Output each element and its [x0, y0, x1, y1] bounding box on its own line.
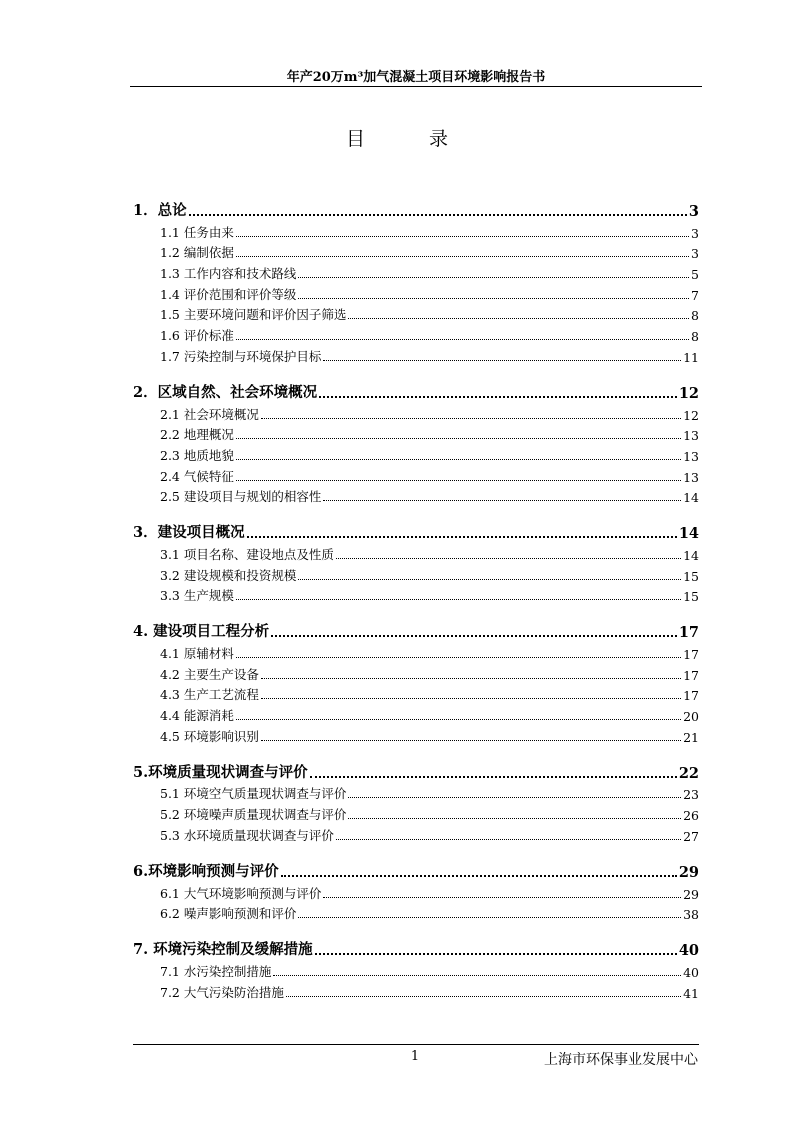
toc-subsection-entry[interactable]	[133, 241, 699, 262]
toc-subsection-entry-page: 17	[683, 667, 699, 683]
toc-subsection-entry[interactable]	[133, 261, 699, 282]
toc-chapter-entry[interactable]	[133, 619, 699, 641]
toc-subsection-entry[interactable]	[133, 980, 699, 1001]
toc-chapter-entry-label: 5.环境质量现状调查与评价	[133, 763, 308, 781]
toc-subsection-entry[interactable]	[133, 464, 699, 485]
dot-leader	[247, 536, 677, 538]
dot-leader	[323, 360, 681, 361]
dot-leader	[236, 719, 681, 720]
toc-subsection-entry[interactable]	[133, 782, 699, 803]
dot-leader	[236, 339, 689, 340]
toc-subsection-entry-label: 1.2 编制依据	[160, 245, 234, 261]
toc-chapter-entry-page: 3	[688, 203, 699, 220]
toc-subsection-entry-page: 41	[683, 985, 699, 1001]
dot-leader	[261, 678, 681, 679]
toc-section	[133, 937, 699, 1000]
toc-chapter-entry-page: 17	[678, 624, 699, 642]
toc-section	[133, 380, 699, 505]
toc-subsection-entry-label: 5.3 水环境质量现状调查与评价	[160, 827, 334, 843]
toc-subsection-entry-page: 29	[683, 886, 699, 902]
toc-subsection-entry-label: 1.1 任务由来	[160, 224, 234, 240]
toc-subsection-entry[interactable]	[133, 902, 699, 923]
toc-subsection-entry[interactable]	[133, 323, 699, 344]
toc-subsection-entry-page: 8	[691, 329, 699, 345]
toc-subsection-entry-label: 1.5 主要环境问题和评价因子筛选	[160, 307, 347, 323]
footer-page-number: 1	[410, 1049, 420, 1064]
toc-subsection-entry-page: 3	[691, 246, 699, 262]
dot-leader	[323, 897, 681, 898]
toc-subsection-entry[interactable]	[133, 802, 699, 823]
dot-leader	[281, 875, 677, 877]
dot-leader	[261, 740, 681, 741]
toc-subsection-entry-label: 2.3 地质地貌	[160, 447, 234, 463]
toc-subsection-entry-label: 2.4 气候特征	[160, 468, 234, 484]
toc-section	[133, 198, 699, 365]
toc-chapter-entry-page: 12	[678, 384, 699, 402]
dot-leader	[348, 797, 681, 798]
toc-subsection-entry-label: 3.2 建设规模和投资规模	[160, 567, 297, 583]
toc-chapter-entry-page: 29	[678, 863, 699, 881]
dot-leader	[310, 776, 677, 778]
toc-subsection-entry[interactable]	[133, 959, 699, 980]
dot-leader	[236, 599, 681, 600]
toc-subsection-entry[interactable]	[133, 220, 699, 241]
toc-subsection-entry-label: 3.1 项目名称、建设地点及性质	[160, 546, 334, 562]
toc-chapter-entry-label: 7. 环境污染控制及缓解措施	[133, 941, 313, 959]
toc-subsection-entry-page: 12	[683, 407, 699, 423]
dot-leader	[348, 318, 689, 319]
toc-subsection-entry-page: 17	[683, 688, 699, 704]
toc-subsection-entry-label: 4.1 原辅材料	[160, 646, 234, 661]
footer-rule	[133, 1044, 699, 1045]
toc-title-part1: 目	[345, 128, 365, 150]
dot-leader	[261, 698, 681, 699]
toc-chapter-entry[interactable]	[133, 937, 699, 959]
dot-leader	[236, 438, 681, 439]
toc-subsection-entry-page: 13	[683, 469, 699, 485]
toc-section	[133, 619, 699, 744]
toc-subsection-entry-label: 2.1 社会环境概况	[160, 406, 259, 422]
toc-subsection-entry[interactable]	[133, 423, 699, 444]
toc-title-part2: 录	[429, 128, 449, 150]
toc-section	[133, 760, 699, 844]
toc-subsection-entry-label: 1.7 污染控制与环境保护目标	[160, 348, 322, 364]
toc-subsection-entry-label: 1.3 工作内容和技术路线	[160, 266, 297, 282]
toc-subsection-entry-page: 11	[683, 349, 699, 365]
toc-subsection-entry-page: 38	[683, 907, 699, 923]
toc-section	[133, 520, 699, 604]
toc-chapter-entry-label: 4. 建设项目工程分析	[133, 623, 270, 641]
dot-leader	[236, 459, 681, 460]
dot-leader	[336, 839, 681, 840]
toc-subsection-entry-page: 14	[683, 547, 699, 563]
dot-leader	[236, 236, 689, 237]
toc-chapter-entry-label: 3．建设项目概况	[133, 524, 245, 542]
toc-chapter-entry[interactable]	[133, 760, 699, 782]
toc-title	[0, 124, 794, 151]
dot-leader	[298, 277, 689, 278]
toc-subsection-entry-label: 5.2 环境噪声质量现状调查与评价	[160, 807, 347, 823]
toc-subsection-entry[interactable]	[133, 303, 699, 324]
toc-subsection-entry[interactable]	[133, 662, 699, 683]
dot-leader	[286, 996, 681, 997]
dot-leader	[236, 657, 681, 658]
toc-chapter-entry-page: 22	[678, 764, 699, 782]
toc-subsection-entry[interactable]	[133, 344, 699, 365]
toc-chapter-entry[interactable]	[133, 380, 699, 402]
dot-leader	[315, 953, 677, 955]
table-of-contents	[133, 198, 699, 1016]
toc-subsection-entry-page: 26	[683, 808, 699, 824]
toc-subsection-entry[interactable]	[133, 485, 699, 506]
toc-subsection-entry-label: 2.5 建设项目与规划的相容性	[160, 489, 322, 505]
toc-subsection-entry[interactable]	[133, 724, 699, 745]
toc-subsection-entry[interactable]	[133, 683, 699, 704]
toc-subsection-entry-label: 4.2 主要生产设备	[160, 666, 259, 682]
toc-subsection-entry-label: 7.1 水污染控制措施	[160, 963, 272, 979]
toc-subsection-entry-page: 21	[683, 729, 699, 745]
toc-chapter-entry-label: 1．总论	[133, 202, 187, 219]
toc-subsection-entry[interactable]	[133, 563, 699, 584]
toc-subsection-entry[interactable]	[133, 282, 699, 303]
toc-subsection-entry-label: 6.2 噪声影响预测和评价	[160, 906, 297, 922]
toc-subsection-entry-page: 7	[691, 287, 699, 303]
toc-subsection-entry-label: 7.2 大气污染防治措施	[160, 984, 284, 1000]
dot-leader	[336, 558, 681, 559]
dot-leader	[298, 917, 681, 918]
dot-leader	[261, 418, 681, 419]
toc-chapter-entry-page: 14	[678, 525, 699, 543]
dot-leader	[189, 214, 687, 216]
toc-subsection-entry[interactable]	[133, 542, 699, 563]
toc-subsection-entry-page: 17	[683, 647, 699, 662]
toc-subsection-entry[interactable]	[133, 402, 699, 423]
toc-subsection-entry-label: 4.4 能源消耗	[160, 708, 234, 724]
toc-section	[133, 859, 699, 922]
toc-subsection-entry-page: 5	[691, 267, 699, 283]
dot-leader	[271, 635, 677, 637]
dot-leader	[319, 396, 677, 398]
toc-subsection-entry-page: 8	[691, 308, 699, 324]
toc-subsection-entry-label: 2.2 地理概况	[160, 427, 234, 443]
toc-subsection-entry[interactable]	[133, 584, 699, 605]
dot-leader	[273, 975, 681, 976]
toc-subsection-entry[interactable]	[133, 823, 699, 844]
toc-subsection-entry-label: 4.3 生产工艺流程	[160, 687, 259, 703]
toc-subsection-entry-label: 6.1 大气环境影响预测与评价	[160, 885, 322, 901]
toc-subsection-entry-page: 27	[683, 828, 699, 844]
toc-chapter-entry[interactable]	[133, 859, 699, 881]
dot-leader	[298, 298, 689, 299]
toc-chapter-entry-label: 2．区域自然、社会环境概况	[133, 383, 318, 401]
toc-subsection-entry-page: 14	[683, 490, 699, 506]
toc-subsection-entry[interactable]	[133, 703, 699, 724]
toc-subsection-entry-page: 13	[683, 448, 699, 464]
toc-subsection-entry-label: 1.4 评价范围和评价等级	[160, 286, 297, 302]
toc-chapter-entry[interactable]	[133, 520, 699, 542]
footer-organization: 上海市环保事业发展中心	[544, 1052, 698, 1068]
toc-subsection-entry-page: 23	[683, 787, 699, 803]
dot-leader	[236, 256, 689, 257]
toc-chapter-entry[interactable]	[133, 198, 699, 220]
toc-subsection-entry-page: 15	[683, 589, 699, 605]
toc-subsection-entry[interactable]	[133, 641, 699, 662]
dot-leader	[236, 480, 681, 481]
toc-subsection-entry-label: 4.5 环境影响识别	[160, 728, 259, 744]
toc-subsection-entry-page: 15	[683, 568, 699, 584]
dot-leader	[348, 818, 681, 819]
toc-subsection-entry-label: 1.6 评价标准	[160, 328, 234, 344]
toc-subsection-entry-page: 40	[683, 964, 699, 980]
toc-subsection-entry[interactable]	[133, 881, 699, 902]
header-title: 年产20万m³加气混凝土项目环境影响报告书	[286, 70, 546, 85]
toc-subsection-entry-label: 5.1 环境空气质量现状调查与评价	[160, 786, 347, 802]
toc-subsection-entry[interactable]	[133, 443, 699, 464]
header-rule	[130, 86, 702, 87]
toc-subsection-entry-page: 3	[691, 225, 699, 241]
dot-leader	[298, 579, 681, 580]
toc-subsection-entry-page: 13	[683, 428, 699, 444]
toc-subsection-entry-page: 20	[683, 709, 699, 725]
toc-subsection-entry-label: 3.3 生产规模	[160, 588, 234, 604]
toc-chapter-entry-label: 6.环境影响预测与评价	[133, 862, 279, 880]
toc-chapter-entry-page: 40	[678, 942, 699, 960]
dot-leader	[323, 500, 681, 501]
